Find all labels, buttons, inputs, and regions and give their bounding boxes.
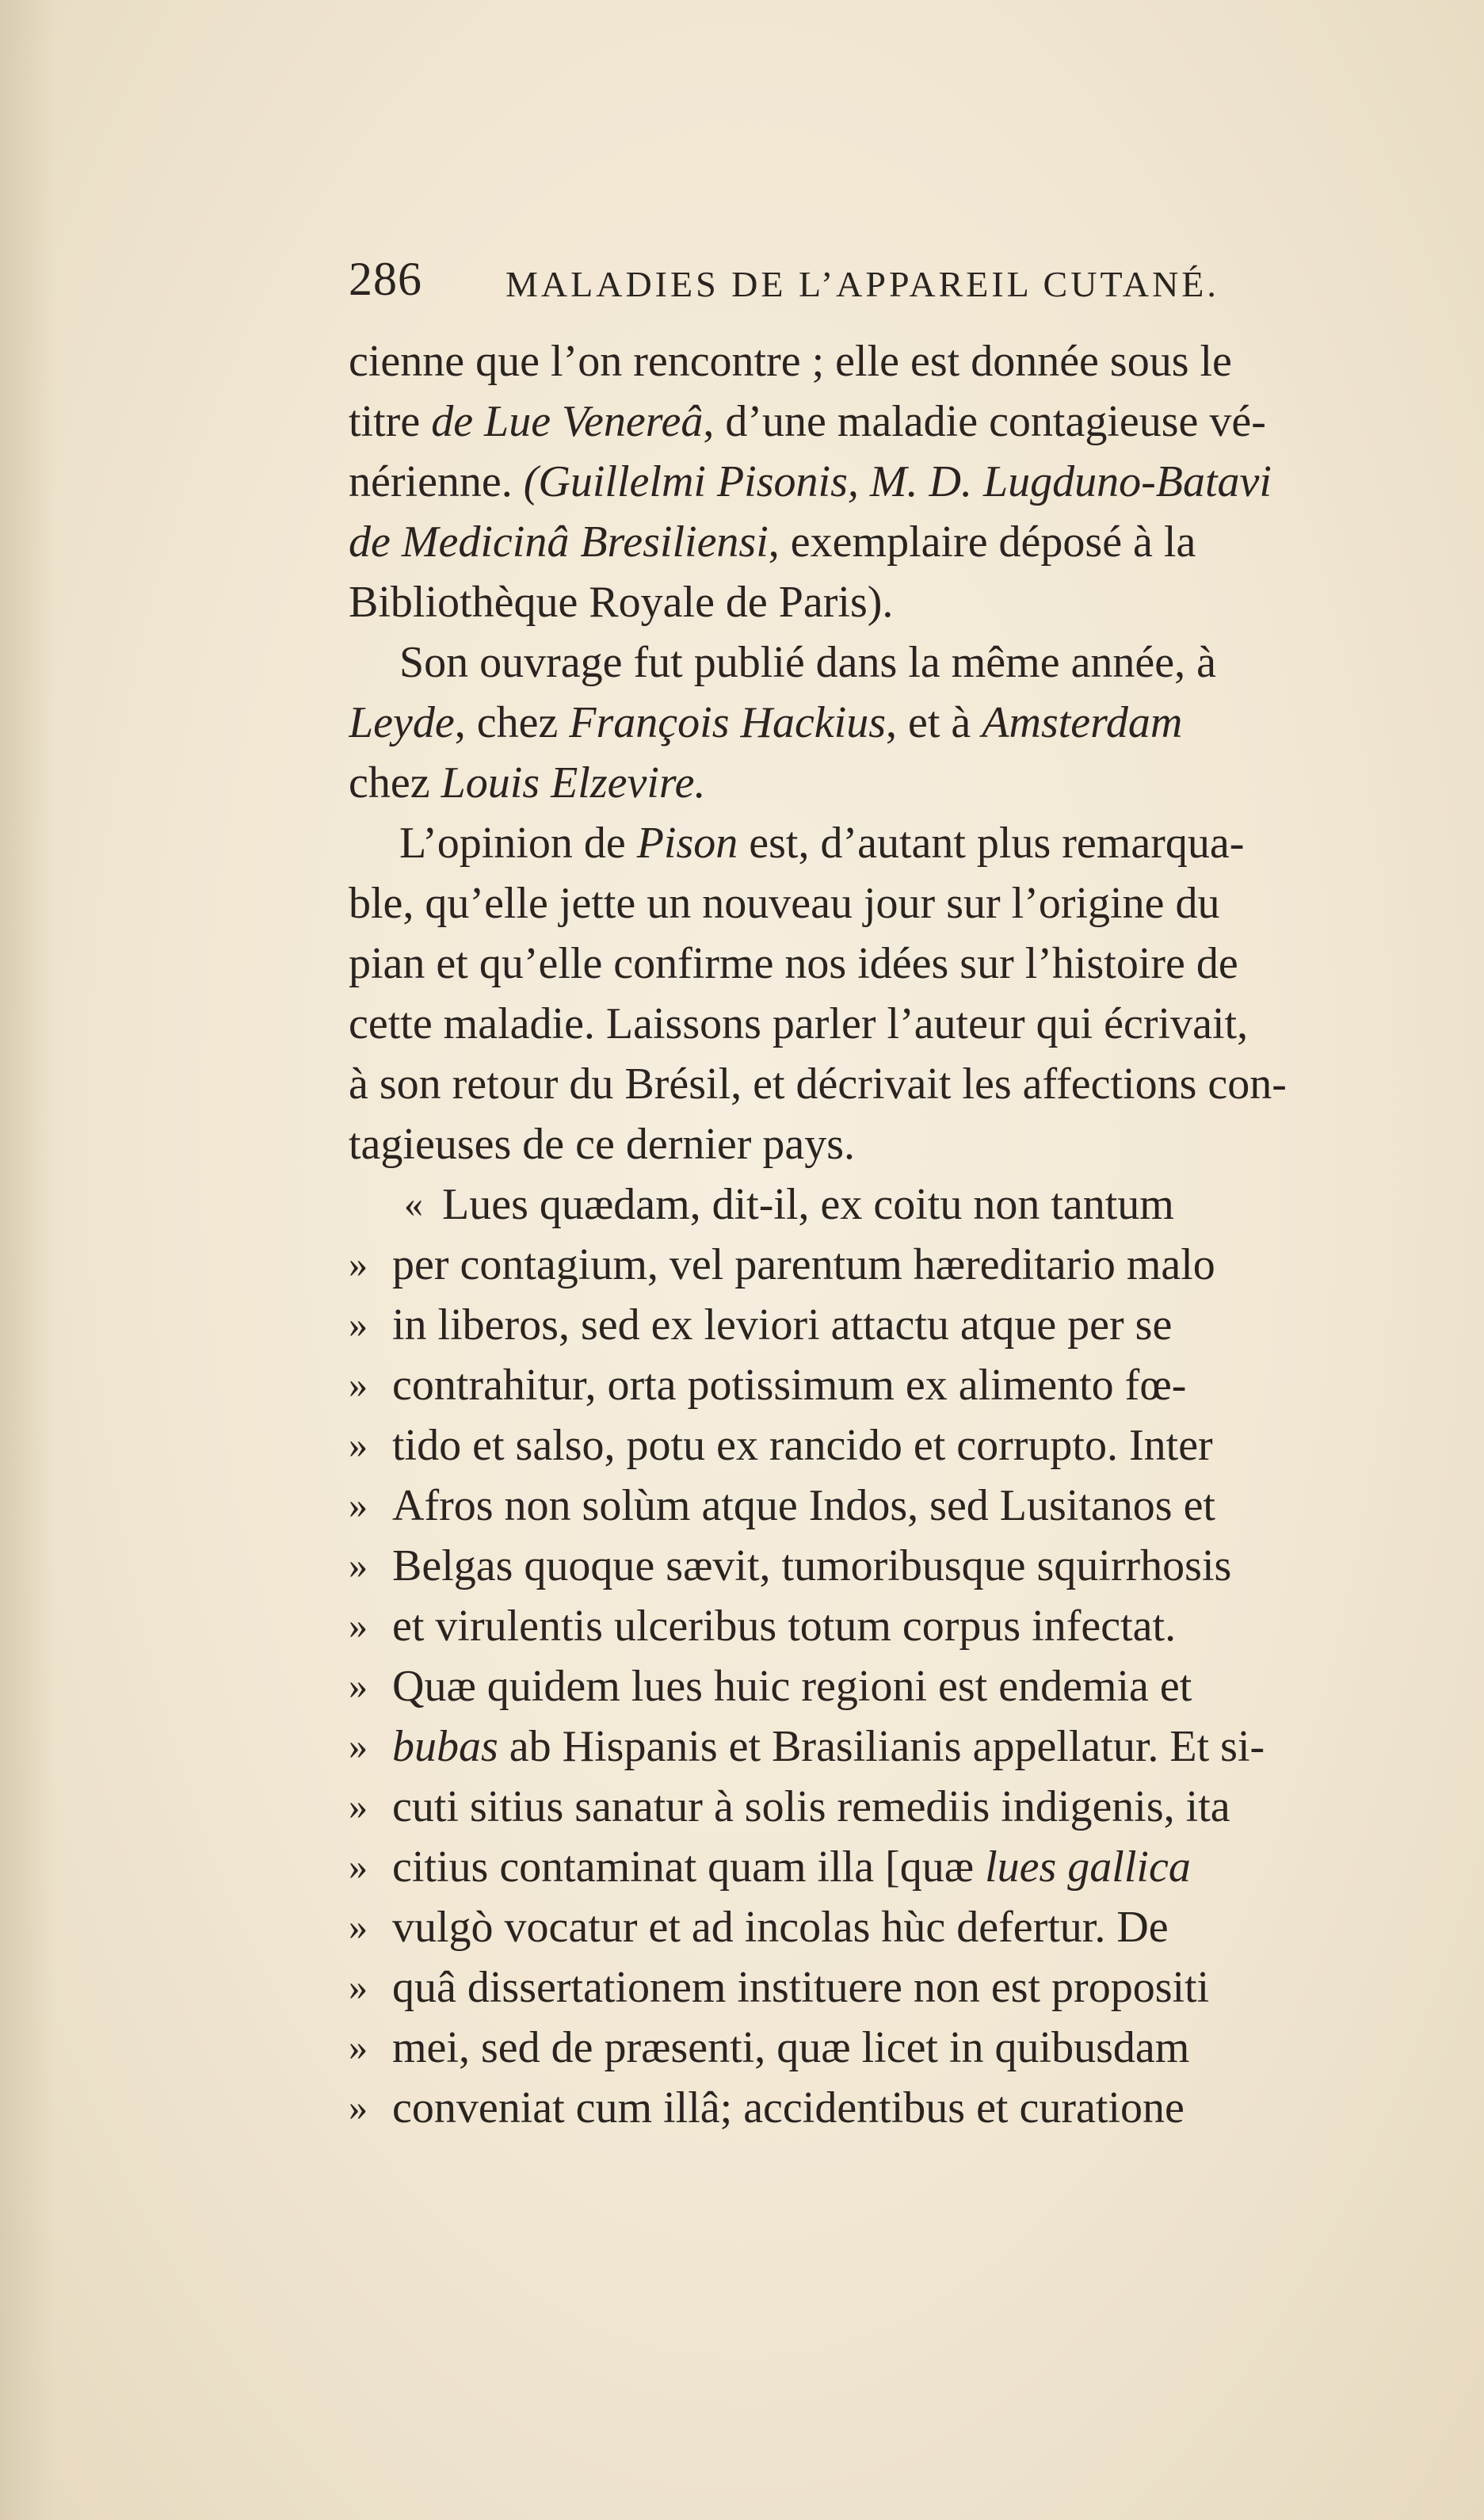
quote-text — [392, 1957, 1209, 2018]
text-run: chez — [349, 758, 441, 808]
quote-text — [392, 1295, 1172, 1355]
quote-mark: « — [404, 1183, 423, 1225]
text-run: per contagium, vel parentum hæreditario malo — [392, 1240, 1215, 1289]
text-line — [349, 1415, 1410, 1476]
text-run: titre — [349, 397, 432, 446]
quote-mark: » — [349, 1906, 368, 1948]
italic-run: lues gallica — [985, 1842, 1191, 1892]
text-run: quâ dissertationem instituere non est propositi — [392, 1963, 1210, 2012]
text-run: tido et salso, potu ex rancido et corrupto. Inter — [392, 1421, 1213, 1470]
text-line — [349, 1054, 1410, 1114]
text-line — [349, 1536, 1410, 1596]
text-run: ab Hispanis et Brasilianis appellatur. Et si- — [498, 1722, 1265, 1771]
text-line — [349, 1897, 1410, 1957]
quote-mark: » — [349, 1785, 368, 1827]
text-run: citius contaminat quam illa [quæ — [392, 1842, 986, 1892]
italic-run: (Guillelmi Pisonis, M. D. Lugduno-Batavi — [523, 457, 1272, 506]
text-line — [349, 1476, 1410, 1536]
quote-text — [392, 2078, 1185, 2138]
italic-run: de Lue Venereâ — [431, 397, 704, 446]
text-run: in liberos, sed ex leviori attactu atque per se — [392, 1300, 1173, 1350]
text-line — [349, 391, 1410, 452]
quote-mark: » — [349, 2026, 368, 2068]
text-run: pian et qu’elle confirme nos idées sur l’histoire de — [349, 939, 1238, 988]
quote-text — [392, 1777, 1230, 1837]
text-line — [349, 1295, 1410, 1355]
text-run: Son ouvrage fut publié dans la même année, à — [399, 638, 1216, 687]
text-line — [349, 873, 1410, 934]
text-line — [349, 2078, 1410, 2138]
text-run: est, d’autant plus remarqua- — [738, 819, 1245, 868]
text-run: , et à — [886, 698, 982, 747]
quote-text — [392, 1897, 1169, 1957]
quote-mark: » — [349, 1243, 368, 1285]
text-run: Quæ quidem lues huic regioni est endemia et — [392, 1662, 1192, 1711]
text-line — [349, 813, 1410, 873]
text-line — [349, 753, 1410, 813]
text-line — [349, 512, 1410, 572]
quote-mark: » — [349, 1665, 368, 1707]
quote-mark: » — [349, 1605, 368, 1647]
text-line — [349, 1656, 1410, 1716]
italic-run: de Medicinâ Bresiliensi — [349, 517, 769, 567]
text-run: Belgas quoque sævit, tumoribusque squirrhosis — [392, 1541, 1232, 1590]
quote-text — [442, 1174, 1174, 1235]
text-run: tagieuses de ce dernier pays. — [349, 1120, 856, 1169]
text-line — [349, 934, 1410, 994]
text-run: et virulentis ulceribus totum corpus infectat. — [392, 1602, 1177, 1651]
text-run: , chez — [454, 698, 570, 747]
body-text — [349, 331, 1410, 2138]
page-gutter-shadow — [0, 0, 55, 2520]
quote-mark: » — [349, 1364, 368, 1406]
text-line — [349, 572, 1410, 632]
text-line — [349, 994, 1410, 1054]
text-line — [349, 1777, 1410, 1837]
text-run: nérienne. — [349, 457, 524, 506]
text-run: , d’une maladie contagieuse vé- — [703, 397, 1266, 446]
text-line — [349, 1355, 1410, 1415]
text-run: à son retour du Brésil, et décrivait les affections con- — [349, 1060, 1287, 1109]
text-line — [349, 1174, 1410, 1235]
text-run: vulgò vocatur et ad incolas hùc defertur. De — [392, 1903, 1169, 1952]
quote-text — [392, 1476, 1215, 1536]
quote-mark: » — [349, 1424, 368, 1466]
italic-run: François Hackius — [569, 698, 887, 747]
quote-text — [392, 1656, 1192, 1716]
text-run: L’opinion de — [399, 819, 637, 868]
text-run: cuti sitius sanatur à solis remediis indigenis, ita — [392, 1782, 1230, 1831]
text-line — [349, 331, 1410, 391]
text-line — [349, 1716, 1410, 1777]
text-line — [349, 1596, 1410, 1656]
quote-text — [392, 1536, 1231, 1596]
quote-mark: » — [349, 1484, 368, 1526]
quote-mark: » — [349, 1725, 368, 1767]
italic-run: Leyde — [349, 698, 455, 747]
text-run: cienne que l’on rencontre ; elle est donnée sous le — [349, 337, 1232, 386]
text-line — [349, 1837, 1410, 1897]
text-run: Bibliothèque Royale de Paris). — [349, 578, 894, 627]
italic-run: Louis Elzevire. — [441, 758, 706, 808]
quote-mark: » — [349, 1846, 368, 1888]
quote-text — [392, 1355, 1186, 1415]
text-line — [349, 1114, 1410, 1174]
text-line — [349, 632, 1410, 693]
text-run: ble, qu’elle jette un nouveau jour sur l’origine du — [349, 879, 1220, 928]
quote-text — [392, 1716, 1265, 1777]
quote-text — [392, 2018, 1189, 2078]
text-line — [349, 2018, 1410, 2078]
quote-mark: » — [349, 1966, 368, 2008]
page-number: 286 — [349, 253, 422, 305]
italic-run: Amsterdam — [982, 698, 1183, 747]
text-run: mei, sed de præsenti, quæ licet in quibusdam — [392, 2023, 1190, 2072]
quote-mark: » — [349, 1544, 368, 1586]
page-header — [349, 252, 1410, 315]
text-run: conveniat cum illâ; accidentibus et curatione — [392, 2083, 1185, 2132]
text-line — [349, 1235, 1410, 1295]
text-run: cette maladie. Laissons parler l’auteur qui écrivait, — [349, 999, 1249, 1048]
running-head: MALADIES DE L’APPAREIL CUTANÉ. — [505, 264, 1219, 304]
quote-text — [392, 1235, 1215, 1295]
text-line — [349, 452, 1410, 512]
quote-text — [392, 1837, 1191, 1897]
text-line — [349, 1957, 1410, 2018]
quote-mark: » — [349, 2087, 368, 2129]
quote-text — [392, 1415, 1213, 1476]
quote-mark: » — [349, 1304, 368, 1346]
text-run: , exemplaire déposé à la — [768, 517, 1196, 567]
text-line — [349, 693, 1410, 753]
italic-run: Pison — [636, 819, 738, 868]
italic-run: bubas — [392, 1722, 498, 1771]
text-run: contrahitur, orta potissimum ex alimento fœ- — [392, 1361, 1187, 1410]
quote-text — [392, 1596, 1176, 1656]
text-run: Afros non solùm atque Indos, sed Lusitanos et — [392, 1481, 1215, 1530]
text-run: Lues quædam, dit-il, ex coitu non tantum — [442, 1180, 1174, 1229]
